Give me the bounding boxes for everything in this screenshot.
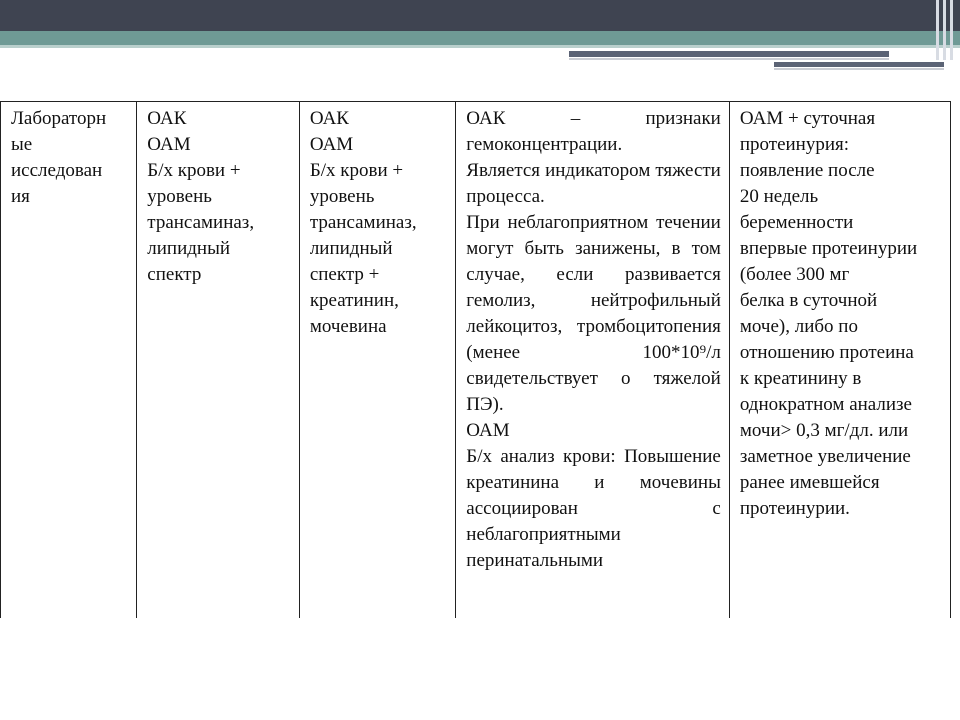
cell-text: ОАК – признаки гемоконцентрации. Является индикатором тяжести процесса. При неблагоприятном течении могут быть занижены, в том случае, если развивается гемолиз, нейтрофильный лейкоцитоз, тромбоцитопения (менее 100*10⁹/л свидетельствует о тяжелой ПЭ). ОАМ Б/х анализ крови: Повышение креатинина и мочевины ассоциирован с неблагоприятными перинатальными <box>466 108 721 571</box>
header-teal-fade <box>0 45 960 48</box>
cell-text: ОАМ + суточная протеинурия: появление после 20 недель беременности впервые протеинурии (более 300 мг белка в суточной моче), либо по отношению протеина к креатинину в однократном анализе мочи> 0,3 мг/дл. или заметное увеличение ранее имевшейся протеинурии. <box>739 108 918 519</box>
header-accent-line-short <box>774 62 944 67</box>
cell-text: ОАК ОАМ Б/х крови + уровень трансаминаз, липидный спектр + креатинин, мочевина <box>309 108 417 337</box>
header-teal-bar <box>0 31 960 45</box>
header-accent-line-short-shadow <box>774 68 944 70</box>
table-cell-mild <box>137 102 300 618</box>
table-cell-severe <box>456 102 730 618</box>
table-row <box>1 102 951 618</box>
table-cell-category <box>1 102 137 618</box>
table-cell-moderate <box>299 102 455 618</box>
header-accent-line <box>569 51 889 57</box>
header-corner-stripes <box>930 0 960 60</box>
header-accent-line-shadow <box>569 58 889 60</box>
cell-text: Лабораторн ые исследован ия <box>11 108 107 207</box>
table-cell-proteinuria <box>729 102 950 618</box>
lab-tests-table <box>0 101 951 618</box>
cell-text: ОАК ОАМ Б/х крови + уровень трансаминаз, липидный спектр <box>147 108 255 285</box>
header-dark-bar <box>0 0 960 31</box>
